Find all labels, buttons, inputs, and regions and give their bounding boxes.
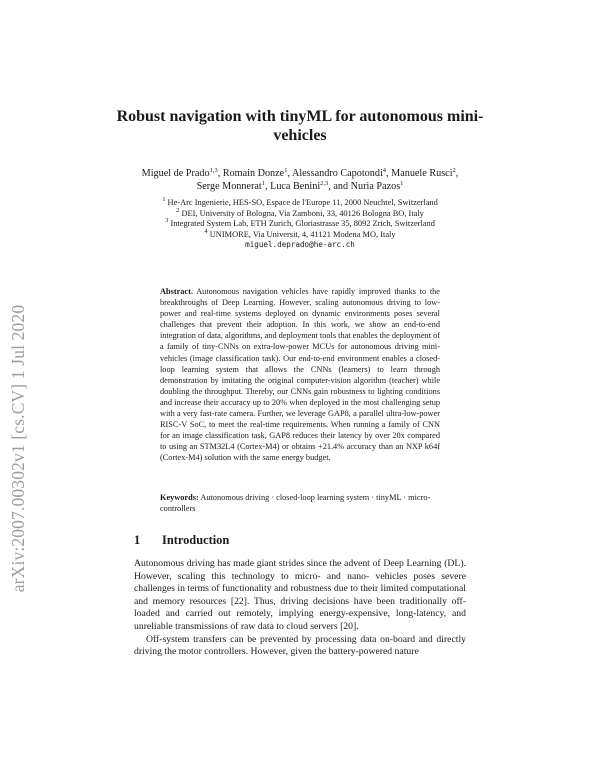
author-name: Miguel de Prado	[141, 168, 210, 179]
abstract-label: Abstract.	[160, 287, 193, 296]
author-affiliation-marker: 4	[382, 167, 387, 174]
author-affiliation-marker: 1	[261, 180, 265, 187]
affiliation-2: $^2$ DEI, University of Bologna, Via Zamboni, 33, 40126 Bologna BO, Italy	[176, 206, 424, 218]
keywords-text: Autonomous driving · closed-loop learning system · tinyML · micro-controllers	[160, 493, 431, 513]
section-number: 1	[134, 533, 141, 547]
author-name: Nuria Pazos	[350, 181, 401, 192]
affiliations	[100, 198, 500, 251]
author-affiliation-marker: 2,3	[320, 180, 329, 187]
affiliation-3: $^3$ Integrated System Lab, ETH Zurich, Gloriastrasse 35, 8092 Zrich, Switzerland	[165, 217, 435, 228]
author-name: Luca Benini	[270, 181, 321, 192]
body-paragraph: Off-system transfers can be prevented by processing data on-board and directly driving the motor controllers. However, given the battery-powered nature	[134, 633, 466, 658]
section-body	[134, 558, 466, 659]
author-name: Serge Monnerat	[196, 181, 262, 192]
author-list: Miguel de Prado$^{1,3}$, Romain Donze$^1$, Alessandro Capotondi$^4$, Manuele Rusci$^2$, Serge Monnerat$^1$, Luca Benini$^{2,3}$, and Nuria Pazos$^1$	[141, 167, 459, 192]
abstract-text: Autonomous navigation vehicles have rapidly improved thanks to the breakthroughs of Deep Learning. However, scaling autonomous driving to low-power and real-time systems deployed on dynamic environments poses several challenges that prevent their adoption. In this work, we show an end-to-end integration of data, algorithms, and deployment tools that enables the deployment of a family of tiny-CNNs on extra-low-power MCUs for autonomous driving mini-vehicles (image classification task). Our end-to-end environment enables a closed-loop learning system that allows the CNNs (learners) to learn through demonstration by imitating the original computer-vision algorithm (teacher) while doubling the throughput. Thereby, our CNNs gain robustness to lighting conditions and increase their accuracy up to 20% when deployed in the most challenging setup with a very fast-rate camera. Further, we leverage GAP8, a parallel ultra-low-power RISC-V SoC, to meet the real-time requirements. When running a family of CNN for an image classification task, GAP8 reduces their latency by over 20x compared to using an STM32L4 (Cortex-M4) or obtains +21.4% accuracy than an NXP k64f (Cortex-M4) solution with the same energy budget.	[160, 287, 440, 463]
affiliation-1: $^1$ He-Arc Ingenierie, HES-SO, Espace de l'Europe 11, 2000 Neuchtel, Switzerland	[162, 196, 438, 207]
author-affiliation-marker: 1,3	[209, 167, 218, 174]
body-paragraph: Autonomous driving has made giant strides since the advent of Deep Learning (DL). However, scaling this technology to micro- and nano- vehicles poses severe challenges in terms of functionality and robustness due to their limited computational and memory resources [22]. Thus, driving decisions have been traditionally off-loaded and carried out remotely, implying energy-expensive, long-latency, and unreliable transmissions of raw data to cloud servers [20].	[134, 558, 466, 632]
keywords	[160, 492, 440, 514]
arxiv-identifier-text: arXiv:2007.00302v1 [cs.CV] 1 Jul 2020	[8, 304, 29, 592]
keywords-label: Keywords:	[160, 493, 199, 502]
author-name: Romain Donze	[222, 168, 285, 179]
section-title: Introduction	[162, 533, 230, 547]
section-heading	[134, 533, 229, 548]
author-affiliation-marker: 1	[400, 180, 404, 187]
abstract	[160, 286, 440, 464]
arxiv-identifier	[2, 238, 36, 658]
author-name: Alessandro Capotondi	[291, 168, 383, 179]
contact-email: miguel.deprado@he-arc.ch	[245, 240, 355, 249]
author-affiliation-marker: 1	[284, 167, 288, 174]
affiliation-4: $^4$ UNIMORE, Via Universit, 4, 41121 Modena MO, Italy	[204, 227, 396, 239]
author-affiliation-marker: 2	[452, 167, 456, 174]
author-name: Manuele Rusci	[391, 168, 453, 179]
paper-title: Robust navigation with tinyML for autonomous mini-vehicles	[116, 108, 484, 144]
